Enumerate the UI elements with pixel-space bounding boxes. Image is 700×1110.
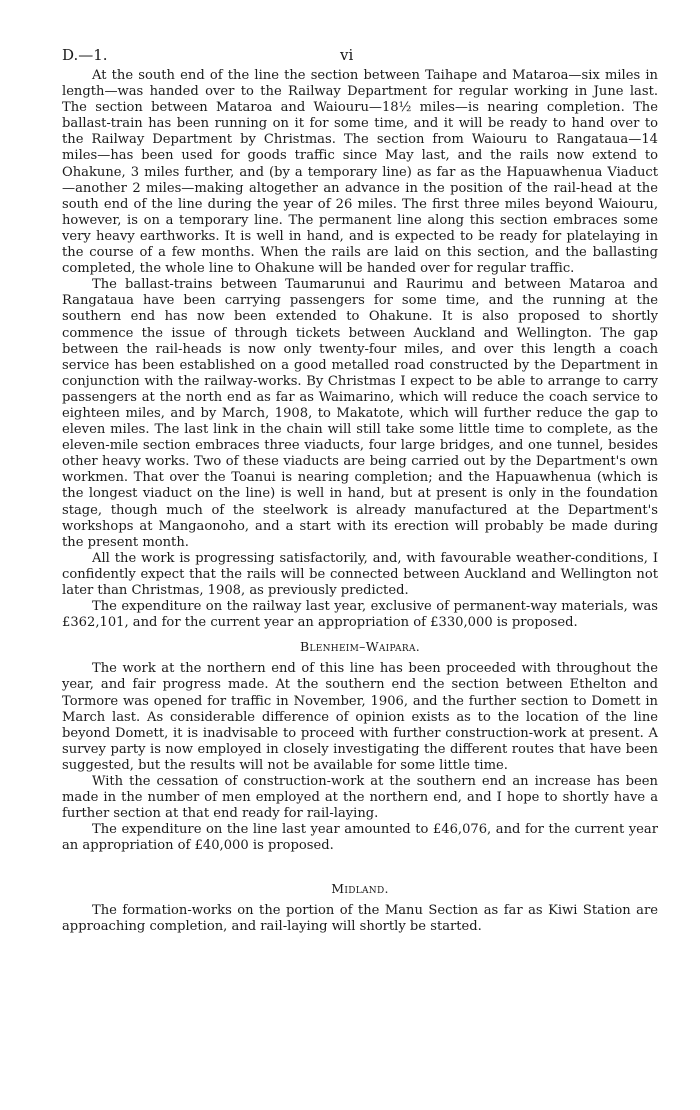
paragraph-blenheim-cessation: With the cessation of construction-work at the southern end an increase has been made in the number of men employed at the northern end, and I hope to shortly have a further section at that end ready for rail-laying. [62,774,658,822]
paragraph-south-end: At the south end of the line the section between Taihape and Mataroa—six miles in length—was handed over to the Railway Department for regular working in June last. The section between Mataroa and Waiouru—18½ miles—is nearing completion. The ballast-train has been running on it for some time, and it will be ready to hand over to the Railway Department by Christmas. The section from Waiouru to Rangataua—14 miles—has been used for goods traffic since May last, and the rails now extend to Ohakune, 3 miles further, and (by a temporary line) as far as the Hapuawhenua Viaduct—another 2 miles—making altogether an advance in the position of the rail-head at the south end of the line during the year of 26 miles. The first three miles beyond Waiouru, however, is on a temporary line. The permanent line along this section embraces some very heavy earthworks. It is well in hand, and is expected to be ready for platelaying in the course of a few months. When the rails are laid on this section, and the ballasting completed, the whole line to Ohakune will be handed over for regular traffic. [62,68,658,277]
paragraph-midland-formation: The formation-works on the portion of the Manu Section as far as Kiwi Station are approaching completion, and rail-laying will shortly be started. [62,902,658,934]
page-number: vi [340,46,354,64]
paragraph-blenheim-work: The work at the northern end of this line has been proceeded with throughout the year, and fair progress made. At the southern end the section between Ethelton and Tormore was opened for traffic in November, 1906, and the further section to Domett in March last. As considerable difference of opinion exists as to the location of the line beyond Domett, it is inadvisable to proceed with further construction-work at present. A survey party is now employed in closely investigating the different routes that have been suggested, but the results will not be available for some little time. [62,661,658,773]
report-reference: D.—1. [62,46,108,64]
section-heading-blenheim-waipara: Blenheim–Waipara. [299,639,421,655]
paragraph-progress: All the work is progressing satisfactorily, and, with favourable weather-conditions, I confidently expect that the rails will be connected between Auckland and Wellington not later than Christmas, 1908, as previously predicted. [62,550,658,598]
paragraph-blenheim-expenditure: The expenditure on the line last year amounted to £46,076, and for the current year an appropriation of £40,000 is proposed. [62,822,658,854]
page-header [62,46,662,66]
document-body [62,68,658,935]
paragraph-ballast-trains: The ballast-trains between Taumarunui and Raurimu and between Mataroa and Rangataua have been carrying passengers for some time, and the running at the southern end has now been extended to Ohakune. It is also proposed to shortly commence the issue of through tickets between Auckland and Wellington. The gap between the rail-heads is now only twenty-four miles, and over this length a coach service has been established on a good metalled road constructed by the Department in conjunction with the railway-works. By Christmas I expect to be able to arrange to carry passengers at the north end as far as Waimarino, which will reduce the coach service to eighteen miles, and by March, 1908, to Makatote, which will further reduce the gap to eleven miles. The last link in the chain will still take some little time to complete, as the eleven-mile section embraces three viaducts, four large bridges, and one tunnel, besides other heavy works. Two of these viaducts are being carried out by the Department's own workmen. That over the Toanui is nearing completion; and the Hapuawhenua (which is the longest viaduct on the line) is well in hand, but at present is only in the foundation stage, though much of the steelwork is already manufactured at the Department's workshops at Mangaonoho, and a start with its erection will probably be made during the present month. [62,277,658,550]
paragraph-expenditure-main: The expenditure on the railway last year, exclusive of permanent-way materials, was £362,101, and for the current year an appropriation of £330,000 is proposed. [62,599,658,631]
section-heading-midland: Midland. [331,880,389,896]
